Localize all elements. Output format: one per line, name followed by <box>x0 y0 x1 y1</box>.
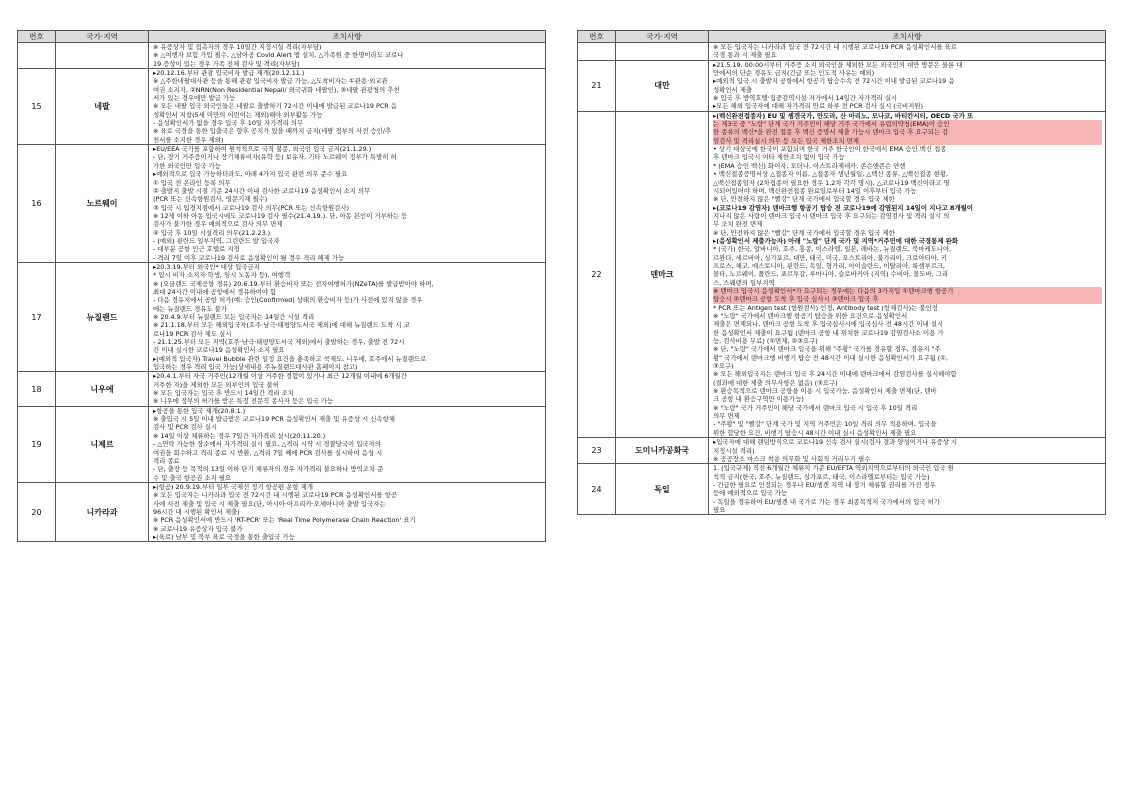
measure-line: ※ 코로나19 유증상자 입국 불가 <box>153 524 243 533</box>
measures-cell <box>149 406 546 482</box>
measures-cell <box>709 464 1106 515</box>
measure-line: 후 덴마크 입국시 여타 제한조치 없이 입국 가능 <box>713 153 845 162</box>
measure-line: * (국가) 한국, 알바니아, 호주, 홍콩, 이스라엘, 일본, 레바논, 뉴질랜드, 북마케도니아, <box>713 245 952 254</box>
measure-line: ※ 모든 해외입국자는 덴마크 입국 후 24시간 이내에 덴마크에서 감염검사를 실시해야함 <box>713 370 957 379</box>
measure-line: - 단, 출장 등 목적의 13일 이하 단기 체류자의 경우 자가격리 불요하나 방역조치 준 <box>153 465 384 474</box>
measures-cell <box>709 438 1106 464</box>
row-number: 21 <box>578 60 616 111</box>
measure-line: - 21.1.25.부터 모든 지역(호주·남극·태평양도서국 제외)에서 출발하는 경우, 출발 전 72시 <box>153 338 405 347</box>
measure-line: 수 및 출국 항공권 소지 필요 <box>153 473 232 482</box>
right-measures-table <box>577 30 1106 515</box>
measure-line: ※ 공공장소 마스크 착용 의무화 및 사회적 거리두기 필수 <box>713 454 871 463</box>
measure-line: * PCR 또는 Antigen test (항원검사) 인정, Antibody test (항체검사)는 불인정 <box>713 303 938 312</box>
measure-line: 몰타, 노르웨이, 폴란드, 포르투갈, 루마니아, 슬로바키아 (지역) 수비아, 몰도바, 그리 <box>713 270 949 279</box>
measure-line: • 상기 대상국에 한국이 포함되며 한국 거주 한국인이 한국에서 EMA 승인 백신 접종 <box>713 145 947 154</box>
measure-line: ※ 모든 입국자는 입국 후 반드시 14일간 격리 조치 <box>153 389 294 398</box>
measure-line: ※ △여행자 보험 가입 필수, △남아공 Covid Alert 앱 설치, △가족원 중 한명이라도 코로나 <box>153 51 404 60</box>
measure-line: ▸20.3.19.부터 외국인* 대상 입국금지 <box>153 262 260 271</box>
measure-line: ※ 덴마크 입국시 음성확인서*가 요구되는 경우에는 다음의 3가지입 ①덴마크행 항공기 <box>713 287 1102 295</box>
measure-line: ▸21.5.19. 00:00시부터 거주증 소지 외국인을 제외한 모든 외국인의 대만 방문은 물론 대 <box>713 60 963 69</box>
measure-line: 검사가 불가한 경우 예외적으로 검사 의무 면제 <box>153 220 283 229</box>
measure-line: 사에 사전 제출 및 입국 시 제출 필요(단, 아시아·아프리카·오세아니아 출발 입국자는 <box>153 499 386 508</box>
measure-line: 로나19 PCR 검사 제도 실시 <box>153 329 232 338</box>
measure-line: (PCR 또는 신속항원검사, 영문기재 필수) <box>153 195 268 204</box>
country-name: 대만 <box>616 60 709 111</box>
measure-line: - "주황" 및 "빨강" 단계 국가 및 지역 거주민은 10일 격리 의무 적용하며, 입국을 <box>713 420 937 429</box>
measure-line: 칙적 금지(한국, 호주, 뉴질랜드, 싱가포르, 태국, 이스라엘로부터는 입국 가능) <box>713 472 930 481</box>
measure-line: 프로스, 체코, 에스토니아, 핀란드, 독일, 형가리, 아이슬란드, 이탈리아, 룩셈부르크, <box>713 261 946 270</box>
measure-line: 간 이내 실시한 코로나19 음성확인서 소지 필요 <box>153 346 285 355</box>
country-name: 독일 <box>616 464 709 515</box>
row-number: 19 <box>18 406 56 482</box>
table-row <box>578 111 1106 437</box>
measure-line: 거주한 자)을 제외한 모든 외부인의 입국 불허 <box>153 380 279 389</box>
measure-line: 제출은 면제되나, 덴마크 공항 도착 후 입국심사시에 입국심사 전 48시간 이내 실시 <box>713 320 944 329</box>
measure-line: ※ 입국 후 방역호텔·집중검역시설·자가에서 14일간 자가격리 실시 <box>713 94 898 103</box>
country-name: 니우에 <box>56 372 149 406</box>
measure-line: 무 조치 완전 면제 <box>713 220 763 229</box>
right-table-header <box>578 31 1106 43</box>
measure-line: 여권을 회수하고 격리 종료 시 반환, △격리 7일 째에 PCR 검사를 실시하여 음성 시 <box>153 448 383 457</box>
measure-line: ▸예외적 입국 시 출발지 공항에서 항공기 탑승수속 전 72시간 이내 발급된 코로나19 음 <box>713 77 955 86</box>
row-number: 15 <box>18 69 56 145</box>
measure-line: ③ 입국 시 입경지점에서 코로나19 검사 의무(PCR 또는 신속항원검사) <box>153 203 350 212</box>
row-number <box>578 43 616 61</box>
country-name: 니카라과 <box>56 482 149 541</box>
left-measures-table <box>17 30 546 542</box>
measures-cell <box>149 69 546 145</box>
country-name: 덴마크 <box>616 111 709 437</box>
measure-line: ※ "노랑" 국가 거주민이 해당 국가에서 덴마크 입국 시 입국 후 10일 격리 <box>713 403 918 412</box>
measure-line: ④ 입국 후 10일 시설격리 의무(21.2.23.) <box>153 228 271 237</box>
measure-line: ※ 모든 입국자는 니카라과 입국 전 72시간 내 시행된 코로나19 PCR 음성확인서를 육로 <box>713 43 957 51</box>
measure-line: 탑승시 ②덴마크 공항 도착 후 입국 심사시 ③덴마크 입국 후 <box>713 295 1102 303</box>
left-table-column <box>17 30 546 542</box>
row-number: 18 <box>18 372 56 406</box>
row-number: 24 <box>578 464 616 515</box>
country-name: 뉴질랜드 <box>56 262 149 371</box>
measure-line: ※ 모든 입국자는 니카라과 입국 전 72시간 내 시행된 코로나19 PCR 음성확인서를 항공 <box>153 491 397 500</box>
measure-line: 가한 외국인만 입국 가능 <box>153 161 221 170</box>
measure-line: - 단, 장기 거주증이거나 장기체류비자(유학 등) 보유자, 기타 노르웨이 정부가 특별히 허 <box>153 153 397 162</box>
measure-line: * (EMA 승인 백신) 화이자, 모더나, 아스트라제네카, 존슨앤존슨 얀센 <box>713 161 906 170</box>
measure-line: - △연락 가능한 장소에서 자가격리 실시 필요, △격리 시작 시 경찰당국이 입국자의 <box>153 440 381 449</box>
measure-line: ※ 육로 국경을 통한 입출국은 향후 공지가 있을 때까지 금지(네팔 정부의 사전 승인/추 <box>153 127 392 136</box>
measure-line: ▸(예외적 입국자) Travel Bubble 관련 일정 요건을 충족하고 쿡제도, 니우에, 호주에서 뉴질랜드로 <box>153 354 427 363</box>
measure-line: - 다음 경유지에서 공항 허가(예: 승인(Confirmed) 상태의 환승비자 등)가 사전에 있지 않을 경우 <box>153 296 423 305</box>
measure-line: ※ 단, "노랑" 국가에서 덴마크 입국을 위해 "주황" 국가를 경유할 경우, 경유지 "주 <box>713 345 941 354</box>
row-number: 22 <box>578 111 616 437</box>
measure-line: 19 증상이 있는 경우 가족 전체 검사 및 격리(자부담) <box>153 59 300 68</box>
header-country: 국가·지역 <box>616 31 709 43</box>
measure-line: 지나지 않은 사람이 덴마크 입국시 덴마크 입국 후 요구되는 감염검사 및 격리 실시 의 <box>713 211 950 220</box>
measure-line: ※ 12세 이하 아동 입국시에도 코로나19 검사 필수(21.4.19.). 단, 아동 본인이 거부하는 등 <box>153 211 408 220</box>
table-row <box>578 43 1106 61</box>
measure-line: 에는 뉴질랜드 경유도 불가 <box>153 304 228 313</box>
measure-line: ※ 단, 안전하지 않은 "빨강" 단계 국가에서 입국할 경우 입국 제한 <box>713 195 895 204</box>
measure-line: ③요구) <box>713 362 734 371</box>
country-name: 네팔 <box>56 69 149 145</box>
header-no: 번호 <box>578 31 616 43</box>
measure-line: 크 공항 내 환승구역만 이용가능) <box>713 395 804 404</box>
table-row <box>18 262 546 371</box>
measure-line: - 격리 7일 이후 코로나19 검사로 음성확인이 될 경우 격리 해제 가능 <box>153 253 345 262</box>
measure-line: ※ "노랑" 국가에서 덴마크행 항공기 탑승을 위한 요건으로 음성확인서 <box>713 312 908 320</box>
measure-line: • 백신접종증명서상 △접종자 이름, △접종자 생년월일, △백신 종류, △백신접종 현황, <box>713 170 949 179</box>
measure-line: ① 입국 전 온라인 등록 의무 <box>153 178 231 187</box>
measure-line: ※ (오클랜드 국제공항 경유) 20.6.19.부터 환승비자 또는 전자여행허가(NZeTA)를 발급받아야 하며, <box>153 279 434 288</box>
country-name: 노르웨이 <box>56 145 149 263</box>
measure-line: 여권 소지자, ②NRN(Non Residential Nepali/ 외국귀화 네팔인), ③네팔 관광청의 추천 <box>153 85 400 94</box>
measure-line: 지정시설 격리) <box>713 446 755 455</box>
row-number: 16 <box>18 145 56 263</box>
measures-cell <box>149 43 546 69</box>
measure-line: (결과에 대한 제출 의무사항은 없음) (③요구) <box>713 378 838 387</box>
measure-line: - 긴급한 필요로 인정되는 경우나 EU/솅겐 지역 내 장기 체류할 권리를 가진 경우 <box>713 480 936 489</box>
measure-line: 96시간 내 시행된 확인서 제출) <box>153 507 240 516</box>
measure-line: 검사 및 PCR 검사 실시 <box>153 423 218 432</box>
measure-line: 르완다, 세르비아, 싱가포르, 대만, 태국, 미국, 오스트리아, 불가리아, 크로아티아, 키 <box>713 253 948 262</box>
table-row <box>578 464 1106 515</box>
measure-line: ※ 출입국 시 5일 이내 발급받은 코로나19 PCR 음성확인서 제출 및 유증상 시 신속항체 <box>153 415 395 424</box>
measure-line: ▸예외적으로 입국 가능하더라도, 아래 4가지 입국 관련 의무 준수 필요 <box>153 170 348 179</box>
measure-line: 입국하는 경우 격리 입국 가능(상세내용 주뉴질랜드대사관 홈페이지 참고) <box>153 363 358 372</box>
measures-cell <box>709 60 1106 111</box>
measures-cell <box>149 145 546 263</box>
measure-line: 국경 통과 시 제출 필요 <box>713 51 777 60</box>
row-number: 17 <box>18 262 56 371</box>
header-no: 번호 <box>18 31 56 43</box>
measures-cell <box>709 43 1106 61</box>
measure-line: ※ 니우에 정부의 허가를 받은 특정 전문직 종사자 등은 입국 가능 <box>153 397 334 406</box>
measure-line: ※ 환승목적으로 덴마크 공항을 이용 시 입국가능, 음성확인서 제출 면제(단, 덴마 <box>713 387 937 396</box>
measures-cell <box>149 372 546 406</box>
header-measures: 조치사항 <box>149 31 546 43</box>
measure-line: - 음성확인서가 없을 경우 입국 후 10일 자가격리 의무 <box>153 119 304 128</box>
measure-line: ▸항공을 통한 입국 재개(20.8.1.) <box>153 406 246 415</box>
measure-line: ※ 모든 네팔 입국 외국인들은 네팔로 출발하기 72시간 이내에 발급된 코로나19 PCR 음 <box>153 102 397 111</box>
table-row <box>578 438 1106 464</box>
measure-line: 등에 예외적으로 입국 가능 <box>713 489 788 498</box>
measure-line: 격리 종료 <box>153 456 180 465</box>
measure-line: ※ PCR 음성확인서에 반드시 'RT-PCR' 또는 'Real Time Polymerase Chain Reaction' 표기 <box>153 516 416 525</box>
country-name: 도미니카공화국 <box>616 438 709 464</box>
measure-line: ▸20.12.16.부터 관광 입국비자 발급 재개(20.12.11.) <box>153 69 305 78</box>
header-country: 국가·지역 <box>56 31 149 43</box>
measure-line: 한 음성확인서 제출이 요구됨 (덴마크 공항 내 위치한 코로나19 감염검사소 이용 가 <box>713 328 944 337</box>
measure-line: △백신접종일자 (2차접종이 필요한 경우 1,2차 각각 명시), △코로나19 백신이라고 명 <box>713 178 950 187</box>
measure-line: 능, 검사비용 무료) (①면제, ②③요구) <box>713 337 818 346</box>
measure-line: 의무 면제 <box>713 412 740 421</box>
measure-line: ▸(항공) 20.9.19.부터 일부 국제선 정기 항공편 운항 재개 <box>153 482 313 491</box>
measure-line: * 입시 비자 소지자·학생, 임시 노동자 등), 여행객 <box>153 271 291 280</box>
row-number: 20 <box>18 482 56 541</box>
measure-line: - 대부분 공항 인근 호텔로 지정 <box>153 245 240 254</box>
country-name: 니제르 <box>56 406 149 482</box>
measure-line: 필요 <box>713 505 726 514</box>
measure-line: ▸모든 해외 입국자에 대해 자가격리 만료 하루 전 PCR 검사 실시 (국비지원) <box>713 102 923 111</box>
measure-line: ※ 20.4.9.부터 뉴질랜드 모든 입국자는 14일간 시설 격리 <box>153 313 315 321</box>
measure-line: 최대 24시간 이내에 공항에서 경유하여야 함 <box>153 287 277 296</box>
measure-line: 는 제3국 중 "노랑" 단계 국가 거주민이 해당 거주 국가에서 유럽의약청(EMA)이 승인 <box>713 120 1102 128</box>
measure-line: ※ 14일 이상 체류하는 경우 7일간 자가격리 실시(20.11.20.) <box>153 431 326 440</box>
measure-line: ▸EU/EEA 국가를 포함하여 원칙적으로 국적 불문, 외국인 입국 금지(21.1.29.) <box>153 145 372 154</box>
table-row <box>578 60 1106 111</box>
measure-line: ② 출발지 출발 시점 기준 24시간 이내 검사한 코로나19 음성확인서 소지 의무 <box>153 186 371 195</box>
measure-line: ▸(육로) 남부 및 북부 육로 국경을 통한 출입국 가능 <box>153 532 295 541</box>
measure-line: 성확인서 제출 <box>713 85 753 94</box>
table-row <box>18 406 546 482</box>
measures-cell <box>149 482 546 541</box>
table-row <box>18 69 546 145</box>
country-name <box>616 43 709 61</box>
table-row <box>18 372 546 406</box>
measure-line: 위한 합당한 요건, 비행기 탑승시 48시간 이내 실시 음성확인서 제출 필요 <box>713 428 917 437</box>
measure-line: 천서를 소지한 경우 제외) <box>153 135 224 144</box>
table-row <box>18 43 546 69</box>
table-row <box>18 145 546 263</box>
measure-line: 황" 국가에서 덴마크행 비행기 탑승 전 48시간 이내 실시한 음성확인서가 요구됨 (①, <box>713 353 949 362</box>
measure-line: 염검사 및 격리실시 의무 등 모든 입국 제한조치 면제 <box>713 137 1102 145</box>
table-row <box>18 482 546 541</box>
measure-line: ▸(코로나19 감염자) 덴마크행 항공기 탑승 전 코로나19에 감염된지 14일이 지나고 8개월이 <box>713 203 973 212</box>
header-measures: 조치사항 <box>709 31 1106 43</box>
measure-line: - 독일을 경유하여 EU/솅겐 내 국가로 가는 경우 최종목적지 국가에서의 입국 허가 <box>713 497 940 506</box>
measures-cell <box>709 111 1106 437</box>
measure-line: 한 종류의 백신*을 완전 접종 후 백신 증명서 제출 가능시 덴마크 입국 후 요구되는 감 <box>713 128 1102 136</box>
right-table-column <box>577 30 1106 515</box>
row-number: 23 <box>578 438 616 464</box>
measure-line: ※ 단, 안전하지 않은 "빨강" 단계 국가에서 입국할 경우 입국 제한 <box>713 228 895 237</box>
measure-line: 성확인서 지참(5세 미만의 어린이는 제외)해야 외부활동 가능 <box>153 110 323 119</box>
measure-line: ※ 21.1.18.부터 모든 해외입국자(호주·남극·태평양도서국 제외)에 대해 뉴질랜드 도착 시 코 <box>153 321 410 330</box>
measure-line: 1. (입국규제) 직전 6개월간 체류지 기준 EU/EFTA 역외지역으로부터의 외국인 입국 원 <box>713 464 954 473</box>
measure-line: - (예외) 핀란드 일부지역, 그린란드 발 입국자 <box>153 236 280 245</box>
measure-line: ※ △주한네팔대사관 등을 통해 관광 입국비자 발급 가능, △도착비자는 ①관용·외교관 <box>153 77 388 86</box>
measure-line: 만에서의 단순 경유도 금지(긴급 또는 인도적 사유는 예외) <box>713 69 875 78</box>
country-name <box>56 43 149 69</box>
measure-line: ▸(백신완전접종자) EU 및 솅겐국가, 안도라, 산 마리노, 모나코, 바티칸시티, OECD 국가 또 <box>713 111 974 120</box>
measures-cell <box>149 262 546 371</box>
measure-line: 시되어있어야 하며, 백신완전접종 완료일로부터 14일 이후부터 입국 가능 <box>713 186 917 195</box>
row-number <box>18 43 56 69</box>
measure-line: ▸(음성확인서 제출가능자) 아래 "노랑" 단계 국가 및 지역*거주민에 대한 국경통제 완화 <box>713 236 959 245</box>
measure-line: 서가 있는 경우에만 발급 가능 <box>153 94 236 103</box>
measure-line: 스, 스웨덴의 일부지역 <box>713 278 775 287</box>
measure-line: ▸20.4.1.부터 자국 거주민(12개월 이상 거주한 경험이 있거나 최근 12개월 이내에 6개월간 <box>153 372 407 381</box>
measure-line: ※ 유증상자 및 접촉자의 경우 10일간 지정시설 격리(자부담) <box>153 43 322 51</box>
measure-line: ▸입국자에 대해 랜덤방식으로 코로나19 신속 검사 실시(검사 결과 양성이거나 유증상 시 <box>713 438 958 447</box>
left-table-header <box>18 31 546 43</box>
